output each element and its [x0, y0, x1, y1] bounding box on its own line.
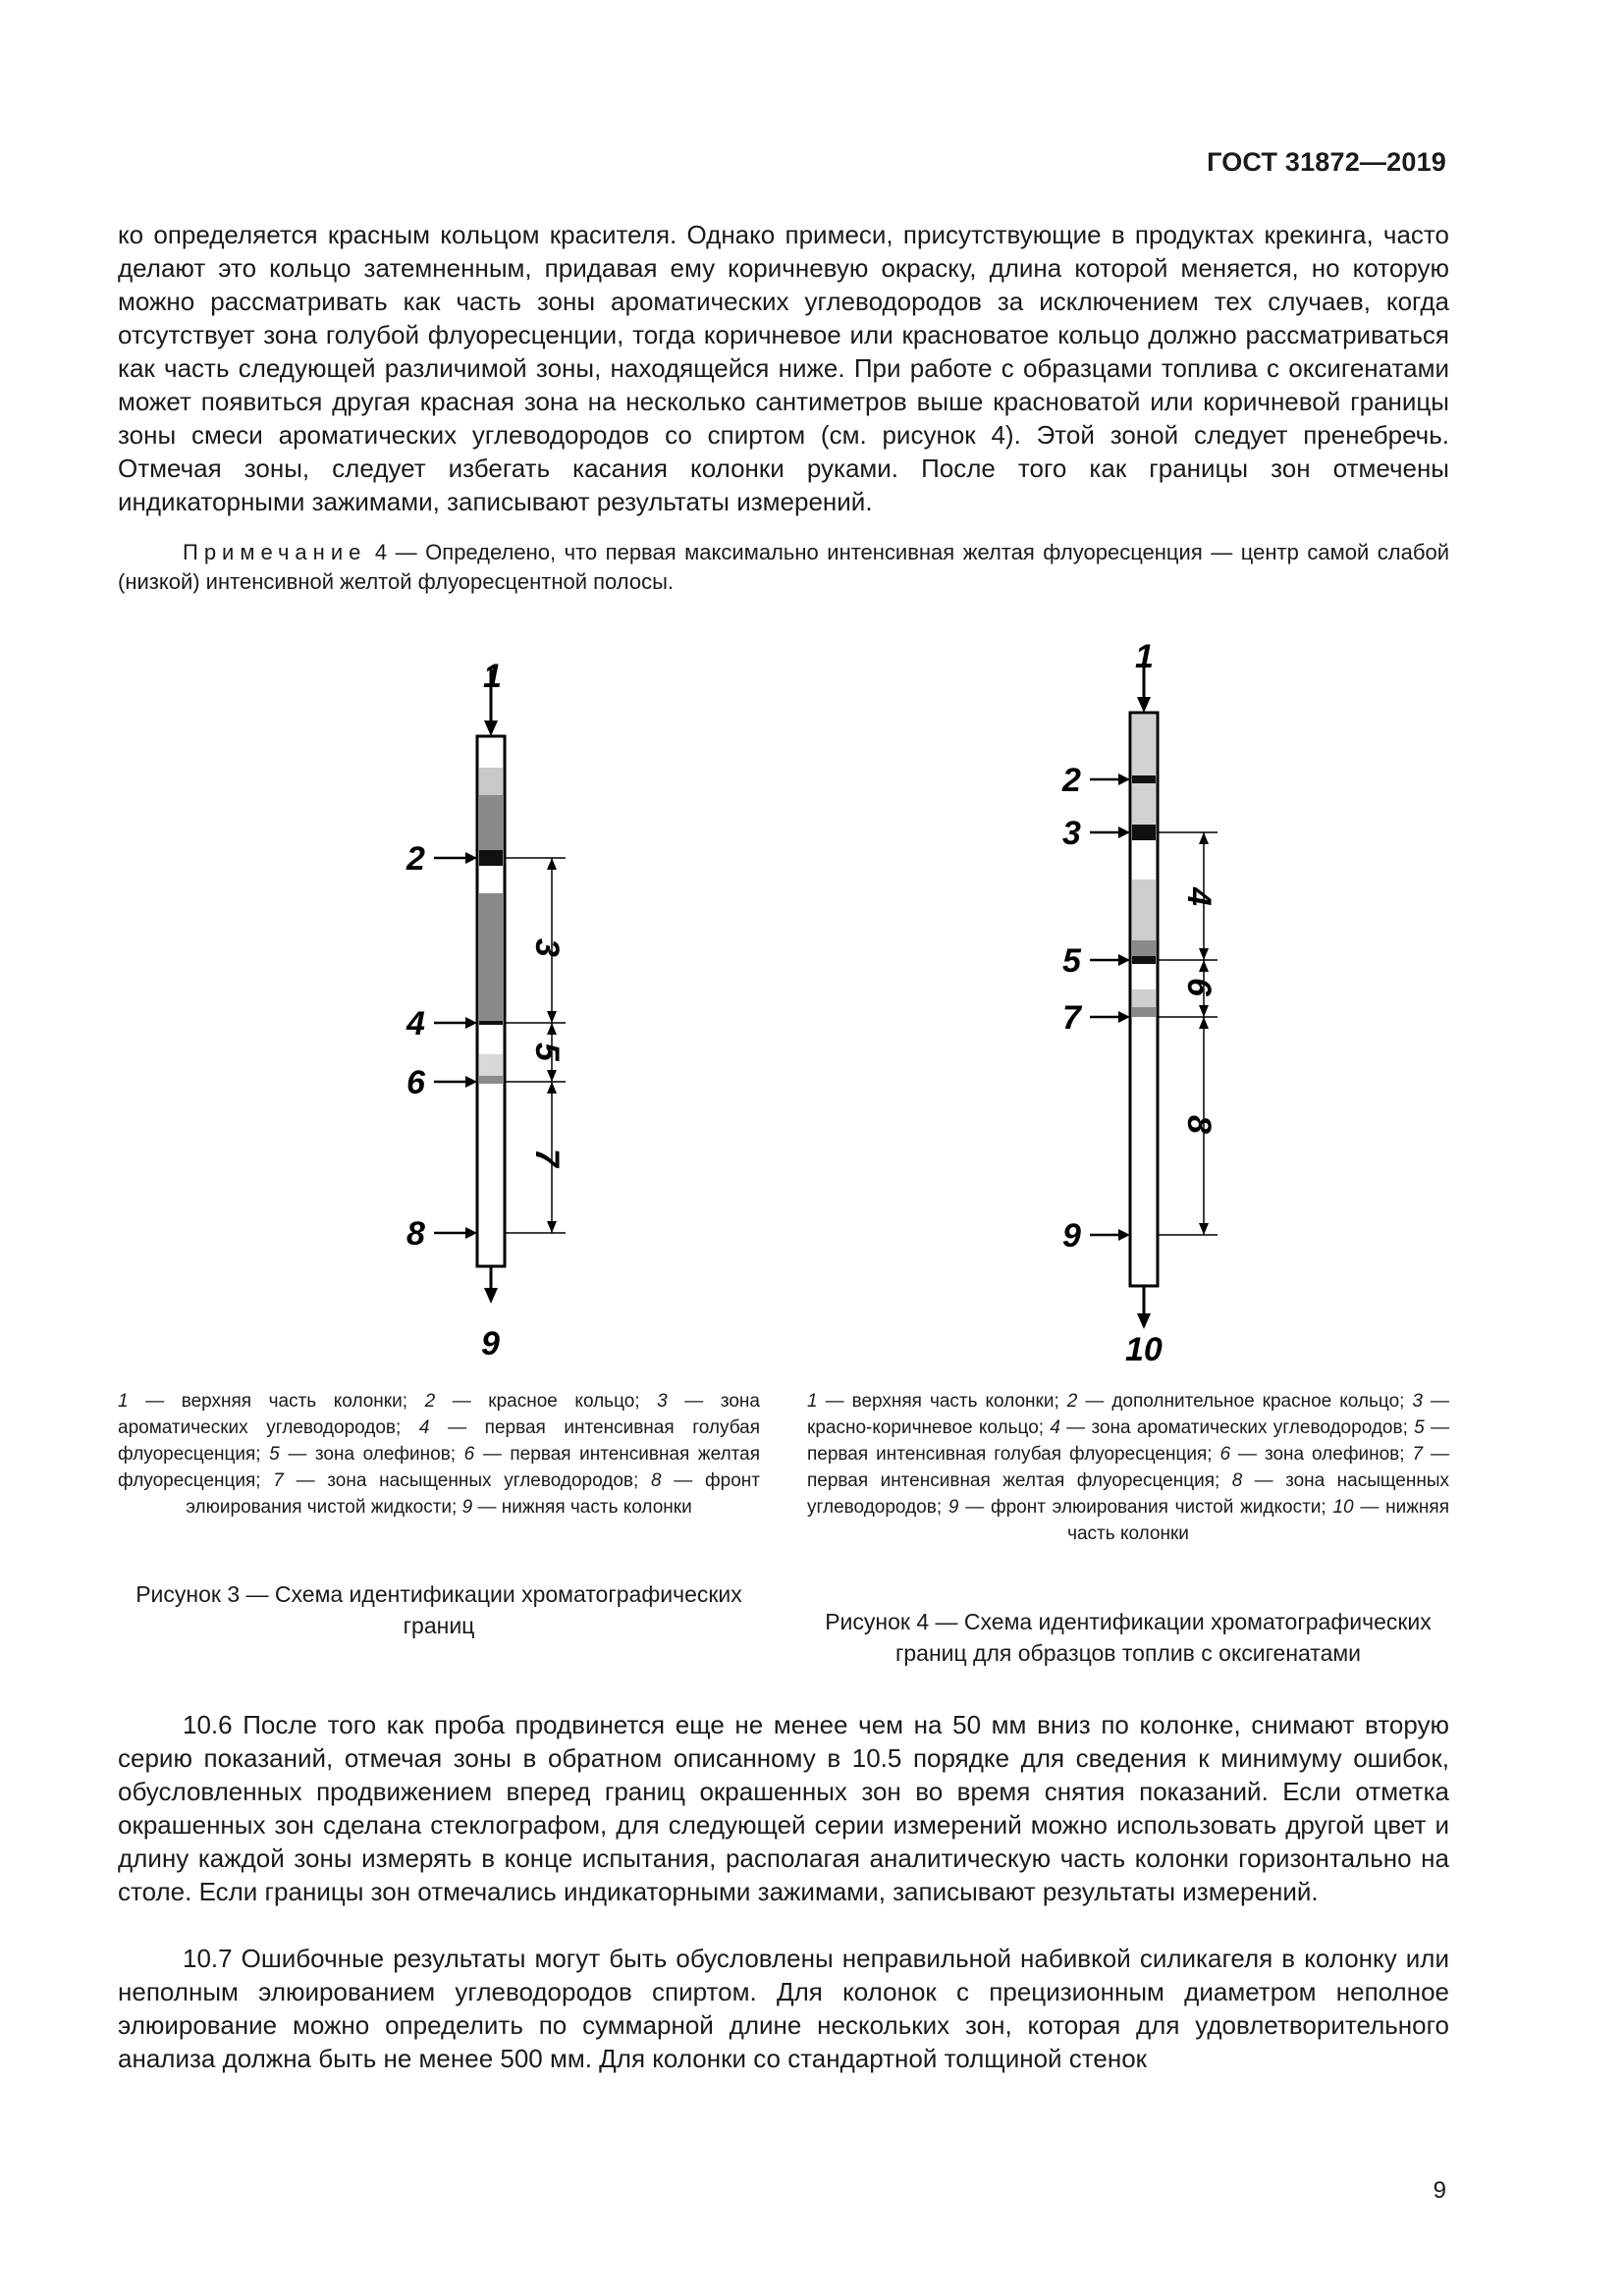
figure-4-legend: [807, 1388, 1449, 1547]
figure-3-caption: Рисунок 3 — Схема идентификации хроматографических границ: [135, 1581, 742, 1638]
standard-designation: ГОСТ 31872—2019: [1207, 147, 1446, 177]
figure3-legend-text: — первая интенсивная голубая флуоресценция;: [118, 1417, 760, 1465]
figure3-legend-number: 4: [418, 1417, 430, 1438]
figure3-legend-text: — зона ароматических углеводородов;: [118, 1391, 760, 1438]
figure-4-diagram: [1031, 638, 1306, 1374]
intro-text: ко определяется красным кольцом красителя. Однако примеси, присутствующие в продуктах крекинга, часто делают это кольцо затемненным, придавая ему коричневую окраску, длина которой меняется, но которую можно рассматривать как часть зоны ароматических углеводородов за исключением тех случаев, когда отсутствует зона голубой флуоресценции, тогда коричневое или красноватое кольцо должно рассматриваться как часть следующей различимой зоны, находящейся ниже. При работе с образцами топлива с оксигенатами может появиться другая красная зона на несколько сантиметров выше красноватой или коричневой границы зоны смеси ароматических углеводородов со спиртом (см. рисунок 4). Этой зоной следует пренебречь. Отмечая зоны, следует избегать касания колонки руками. После того как границы зон отмечены индикаторными зажимами, записывают результаты измерений.: [118, 220, 1449, 516]
fig4-label-2: 2: [1062, 762, 1081, 799]
figure4-legend-text: — зона ароматических углеводородов;: [1059, 1417, 1415, 1438]
figure4-legend-number: 5: [1414, 1417, 1425, 1438]
figure4-legend-text: — зона олефинов;: [1230, 1444, 1413, 1465]
figure4-legend-text: — зона насыщенных углеводородов;: [807, 1470, 1449, 1518]
figure4-legend-number: 6: [1219, 1444, 1231, 1465]
figure4-legend-text: — фронт элюирования чистой жидкости;: [958, 1497, 1333, 1518]
fig3-label-2: 2: [406, 840, 425, 878]
fig4-label-10: 10: [1125, 1331, 1163, 1368]
figure4-legend-number: 3: [1412, 1391, 1423, 1412]
figure4-legend-text: — дополнительное красное кольцо;: [1077, 1391, 1413, 1412]
figure3-legend-number: 8: [651, 1470, 662, 1491]
section-10-6: [118, 1708, 1449, 1908]
figure3-legend-text: — нижняя часть колонки: [472, 1497, 692, 1518]
fig4-label-5: 5: [1062, 942, 1081, 980]
fig3-label-3: 3: [528, 938, 566, 957]
fig3-label-8: 8: [406, 1215, 425, 1253]
figure3-legend-text: — зона насыщенных углеводородов;: [283, 1470, 652, 1491]
figure3-legend-text: — верхняя часть колонки;: [128, 1391, 425, 1412]
note-label: Примечание: [183, 540, 367, 564]
figure3-legend-text: — фронт элюирования чистой жидкости;: [186, 1470, 760, 1518]
figure-3-diagram: [373, 658, 648, 1374]
figure4-legend-number: 1: [807, 1391, 818, 1412]
section-10-7: [118, 1942, 1449, 2075]
figure4-legend-number: 8: [1231, 1470, 1243, 1491]
note-block: [118, 538, 1449, 597]
fig3-label-9: 9: [481, 1325, 500, 1362]
fig3-label-5: 5: [528, 1042, 566, 1061]
fig3-label-4: 4: [406, 1005, 425, 1042]
fig4-label-8: 8: [1180, 1115, 1218, 1134]
figure4-legend-number: 2: [1066, 1391, 1078, 1412]
figure4-legend-number: 10: [1332, 1497, 1354, 1518]
figure3-legend-text: — красное кольцо;: [435, 1391, 658, 1412]
figure3-legend-text: — первая интенсивная желтая флуоресценция;: [118, 1444, 760, 1491]
intro-paragraph: [118, 218, 1449, 518]
figure3-legend-number: 7: [273, 1470, 284, 1491]
fig4-label-4: 4: [1180, 887, 1218, 906]
figure3-legend-text: — зона олефинов;: [279, 1444, 464, 1465]
figure4-legend-text: — нижняя часть колонки: [1067, 1497, 1449, 1544]
figure3-legend-number: 3: [657, 1391, 668, 1412]
figure3-legend-number: 5: [269, 1444, 280, 1465]
page-number: 9: [1433, 2177, 1446, 2204]
figure4-legend-number: 4: [1050, 1417, 1060, 1438]
figure-3-legend: [118, 1388, 760, 1521]
fig4-label-3: 3: [1062, 815, 1081, 852]
figure3-legend-number: 1: [118, 1391, 129, 1412]
figure4-legend-number: 9: [947, 1497, 959, 1518]
section-10-7-text: 10.7 Ошибочные результаты могут быть обусловлены неправильной набивкой силикагеля в колонку или неполным элюированием углеводородов спиртом. Для колонок с прецизионным диаметром неполное элюирование можно определить по суммарной длине нескольких зон, которая для удовлетворительного анализа должна быть не менее 500 мм. Для колонки со стандартной толщиной стенок: [118, 1944, 1449, 2073]
figure4-legend-text: — красно-коричневое кольцо;: [807, 1391, 1450, 1438]
figure-4-caption: Рисунок 4 — Схема идентификации хроматографических границ для образцов топлив с оксигенатами: [825, 1609, 1432, 1666]
figure4-legend-text: — верхняя часть колонки;: [817, 1391, 1067, 1412]
figure4-legend-number: 7: [1412, 1444, 1424, 1465]
fig3-label-7: 7: [528, 1148, 566, 1167]
fig4-label-7: 7: [1062, 999, 1081, 1037]
figure3-legend-number: 2: [424, 1391, 436, 1412]
figure4-legend-text: — первая интенсивная желтая флуоресценция;: [807, 1444, 1449, 1491]
fig4-label-9: 9: [1062, 1217, 1081, 1255]
figure3-legend-number: 9: [461, 1497, 473, 1518]
fig3-label-1: 1: [483, 658, 502, 695]
figure3-legend-number: 6: [463, 1444, 475, 1465]
fig3-label-6: 6: [406, 1064, 425, 1101]
note-text: 4 — Определено, что первая максимально интенсивная желтая флуоресценция — центр самой слабой (низкой) интенсивной желтой флуоресцентной полосы.: [118, 540, 1449, 594]
figure4-legend-text: — первая интенсивная голубая флуоресценция;: [807, 1417, 1450, 1465]
fig4-label-6: 6: [1180, 978, 1218, 996]
section-10-6-text: 10.6 После того как проба продвинется еще не менее чем на 50 мм вниз по колонке, снимают вторую серию показаний, отмечая зоны в обратном описанному в 10.5 порядке для сведения к минимуму ошибок, обусловленных продвижением вперед границ окрашенных зон во время снятия показаний. Если отметка окрашенных зон сделана стеклографом, для следующей серии измерений можно использовать другой цвет и длину каждой зоны измерять в конце испытания, располагая аналитическую часть колонки горизонтально на столе. Если границы зон отмечались индикаторными зажимами, записывают результаты измерений.: [118, 1710, 1449, 1906]
fig4-label-1: 1: [1135, 638, 1154, 675]
